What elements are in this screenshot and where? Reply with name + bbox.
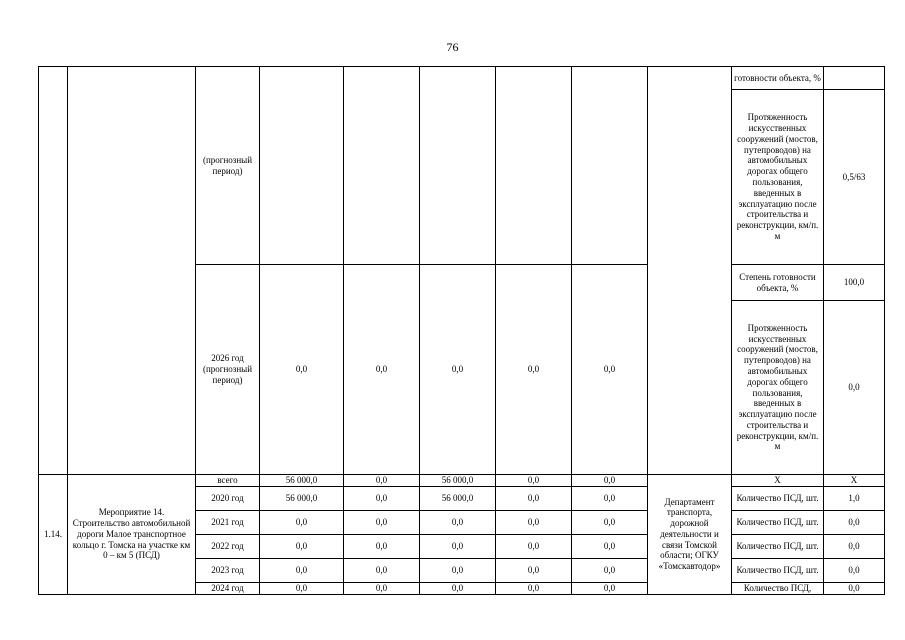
cell-value [260,67,344,265]
table-row [39,67,885,90]
cell-value: 0,0 [496,534,572,558]
cell-value: 0,0 [260,534,344,558]
cell-value: 0,0 [344,558,420,582]
cell-value: 0,0 [420,534,496,558]
cell-period: 2026 год (прогнозный период) [196,265,260,475]
cell-period: 2020 год [196,486,260,510]
cell-measure-name: Мероприятие 14. Строительство автомобильной дороги Малое транспортное кольцо г. Томска на участке км 0 – км 5 (ПСД) [68,475,196,595]
program-table [38,66,885,595]
cell-value: 0,0 [572,475,648,487]
cell-value: 0,0 [496,486,572,510]
cell-value: 0,0 [344,475,420,487]
cell-value: 0,0 [344,510,420,534]
cell-name-prev [68,67,196,475]
cell-value: 0,0 [260,265,344,475]
cell-value: 0,0 [420,265,496,475]
cell-value: 0,0 [496,265,572,475]
cell-indicator-value: Х [824,475,885,487]
cell-indicator-value: 0,0 [824,558,885,582]
cell-value: 0,0 [344,534,420,558]
cell-value: 0,0 [496,510,572,534]
cell-executor-prev [648,67,732,475]
cell-measure-number: 1.14. [39,475,68,595]
cell-period: 2024 год [196,582,260,594]
cell-indicator-value: 100,0 [824,265,885,301]
cell-value: 0,0 [572,534,648,558]
cell-value [572,67,648,265]
table-row [39,475,885,487]
cell-value: 0,0 [344,582,420,594]
cell-value: 0,0 [572,558,648,582]
page-number: 76 [446,40,459,54]
cell-value: 0,0 [420,510,496,534]
cell-indicator-value: 0,0 [824,301,885,475]
cell-value: 0,0 [420,558,496,582]
cell-value: 56 000,0 [260,475,344,487]
cell-indicator: Протяженность искусственных сооружений (мостов, путепроводов) на автомобильных дорогах общего пользования, введенных в эксплуатацию после строительства и реконструкции, км/п. м [732,301,824,475]
cell-indicator: Протяженность искусственных сооружений (мостов, путепроводов) на автомобильных дорогах общего пользования, введенных в эксплуатацию после строительства и реконструкции, км/п. м [732,90,824,265]
cell-indicator-value: 0,0 [824,582,885,594]
cell-value: 0,0 [260,582,344,594]
cell-value: 0,0 [344,486,420,510]
cell-period: 2023 год [196,558,260,582]
cell-value [420,67,496,265]
cell-value: 0,0 [572,510,648,534]
cell-indicator-value: 0,0 [824,510,885,534]
cell-value [496,67,572,265]
cell-value: 0,0 [572,582,648,594]
cell-value: 0,0 [572,265,648,475]
cell-value: 0,0 [496,475,572,487]
cell-value: 56 000,0 [260,486,344,510]
cell-indicator-value: 0,0 [824,534,885,558]
cell-period: всего [196,475,260,487]
cell-period: 2022 год [196,534,260,558]
cell-indicator: Количество ПСД, [732,582,824,594]
cell-indicator: Количество ПСД, шт. [732,558,824,582]
cell-value: 0,0 [496,582,572,594]
cell-indicator: Количество ПСД, шт. [732,486,824,510]
cell-indicator: Х [732,475,824,487]
cell-value: 0,0 [496,558,572,582]
cell-period: (прогнозный период) [196,67,260,265]
cell-indicator: готовности объекта, % [732,67,824,90]
cell-value: 0,0 [260,510,344,534]
cell-value: 0,0 [420,582,496,594]
cell-value: 0,0 [572,486,648,510]
cell-value [344,67,420,265]
cell-indicator-value: 0,5/63 [824,90,885,265]
cell-executor: Департамент транспорта, дорожной деятельности и связи Томской области; ОГКУ «Томскавтодор» [648,475,732,595]
cell-value: 0,0 [344,265,420,475]
cell-indicator-value [824,67,885,90]
cell-period: 2021 год [196,510,260,534]
cell-indicator: Количество ПСД, шт. [732,510,824,534]
cell-indicator-value: 1,0 [824,486,885,510]
cell-indicator: Степень готовности объекта, % [732,265,824,301]
cell-value: 56 000,0 [420,486,496,510]
cell-value: 0,0 [260,558,344,582]
cell-value: 56 000,0 [420,475,496,487]
cell-number-prev [39,67,68,475]
cell-indicator: Количество ПСД, шт. [732,534,824,558]
